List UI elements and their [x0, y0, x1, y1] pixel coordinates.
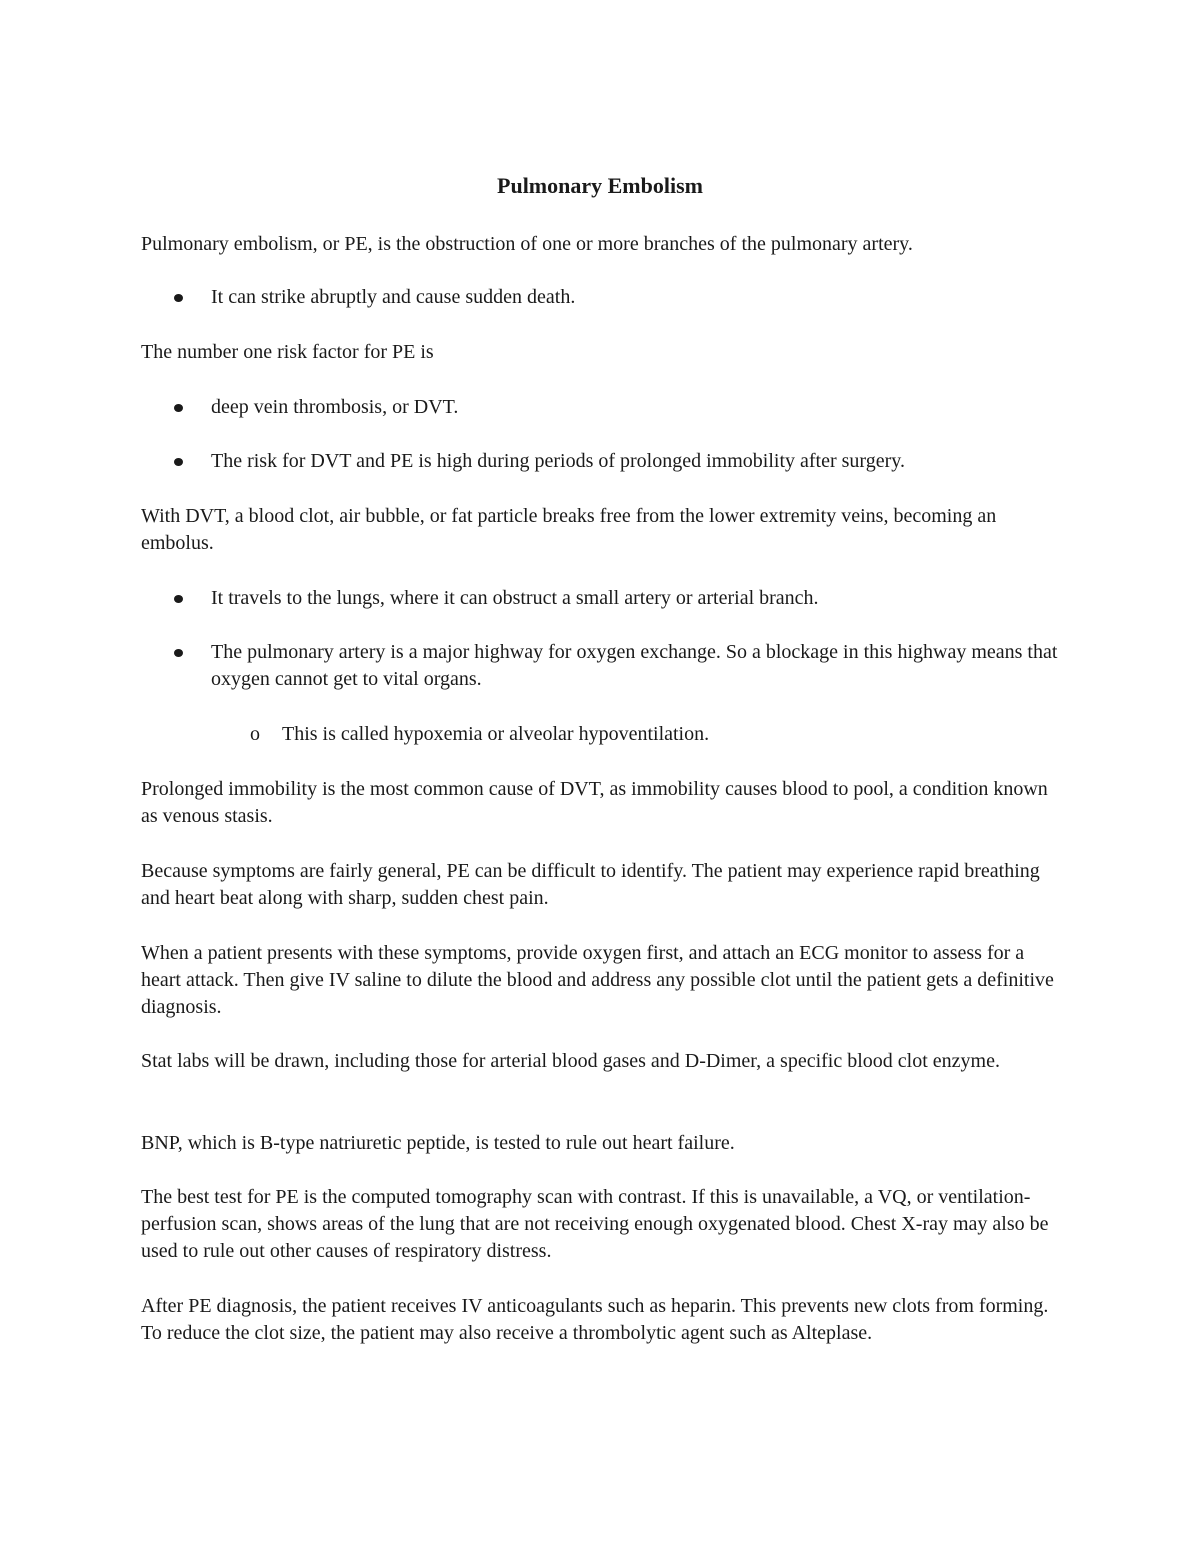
paragraph-anticoagulants: After PE diagnosis, the patient receives IV anticoagulants such as heparin. This prevents new clots from forming. To reduce the clot size, the patient may also receive a thrombolytic agent such as Alteplase.: [141, 1295, 1049, 1344]
bullet-text: The risk for DVT and PE is high during periods of prolonged immobility after surgery.: [211, 450, 905, 472]
bullet-text: The pulmonary artery is a major highway for oxygen exchange. So a blockage in this highway means that oxygen cannot get to vital organs.: [211, 641, 1058, 690]
bullet-item: [211, 448, 1061, 475]
sub-bullet-text: This is called hypoxemia or alveolar hypoventilation.: [282, 723, 710, 745]
bullet-item: [211, 284, 1061, 311]
page-title: Pulmonary Embolism: [497, 173, 703, 198]
bullet-dot-icon: [174, 458, 183, 466]
paragraph-treatment: When a patient presents with these symptoms, provide oxygen first, and attach an ECG monitor to assess for a heart attack. Then give IV saline to dilute the blood and address any possible clot until the patient gets a definitive diagnosis.: [141, 942, 1054, 1018]
bullet-dot-icon: [174, 649, 183, 657]
bullet-dot-icon: [174, 404, 183, 412]
paragraph-tests: The best test for PE is the computed tomography scan with contrast. If this is unavailable, a VQ, or ventilation-perfusion scan, shows areas of the lung that are not receiving enough oxygenated blood. Chest X-ray may also be used to rule out other causes of respiratory distress.: [141, 1186, 1049, 1262]
bullet-dot-icon: [174, 294, 183, 302]
paragraph-bnp: BNP, which is B-type natriuretic peptide, is tested to rule out heart failure.: [141, 1132, 735, 1154]
paragraph-risk-factor: The number one risk factor for PE is: [141, 341, 434, 363]
paragraph-symptoms: Because symptoms are fairly general, PE can be difficult to identify. The patient may experience rapid breathing and heart beat along with sharp, sudden chest pain.: [141, 860, 1040, 909]
bullet-text: It can strike abruptly and cause sudden death.: [211, 286, 576, 308]
bullet-item: [211, 585, 1061, 612]
bullet-text: It travels to the lungs, where it can obstruct a small artery or arterial branch.: [211, 587, 819, 609]
paragraph-dvt: With DVT, a blood clot, air bubble, or fat particle breaks free from the lower extremity veins, becoming an embolus.: [141, 505, 997, 554]
bullet-item: [211, 639, 1061, 693]
bullet-item: [211, 394, 1061, 421]
bullet-dot-icon: [174, 595, 183, 603]
paragraph-definition: Pulmonary embolism, or PE, is the obstruction of one or more branches of the pulmonary artery.: [141, 233, 913, 255]
paragraph-immobility: Prolonged immobility is the most common cause of DVT, as immobility causes blood to pool, a condition known as venous stasis.: [141, 778, 1048, 827]
sub-bullet-marker: o: [250, 723, 260, 745]
bullet-text: deep vein thrombosis, or DVT.: [211, 396, 459, 418]
paragraph-labs: Stat labs will be drawn, including those for arterial blood gases and D-Dimer, a specific blood clot enzyme.: [141, 1050, 1000, 1072]
sub-bullet-item: [250, 721, 1062, 748]
